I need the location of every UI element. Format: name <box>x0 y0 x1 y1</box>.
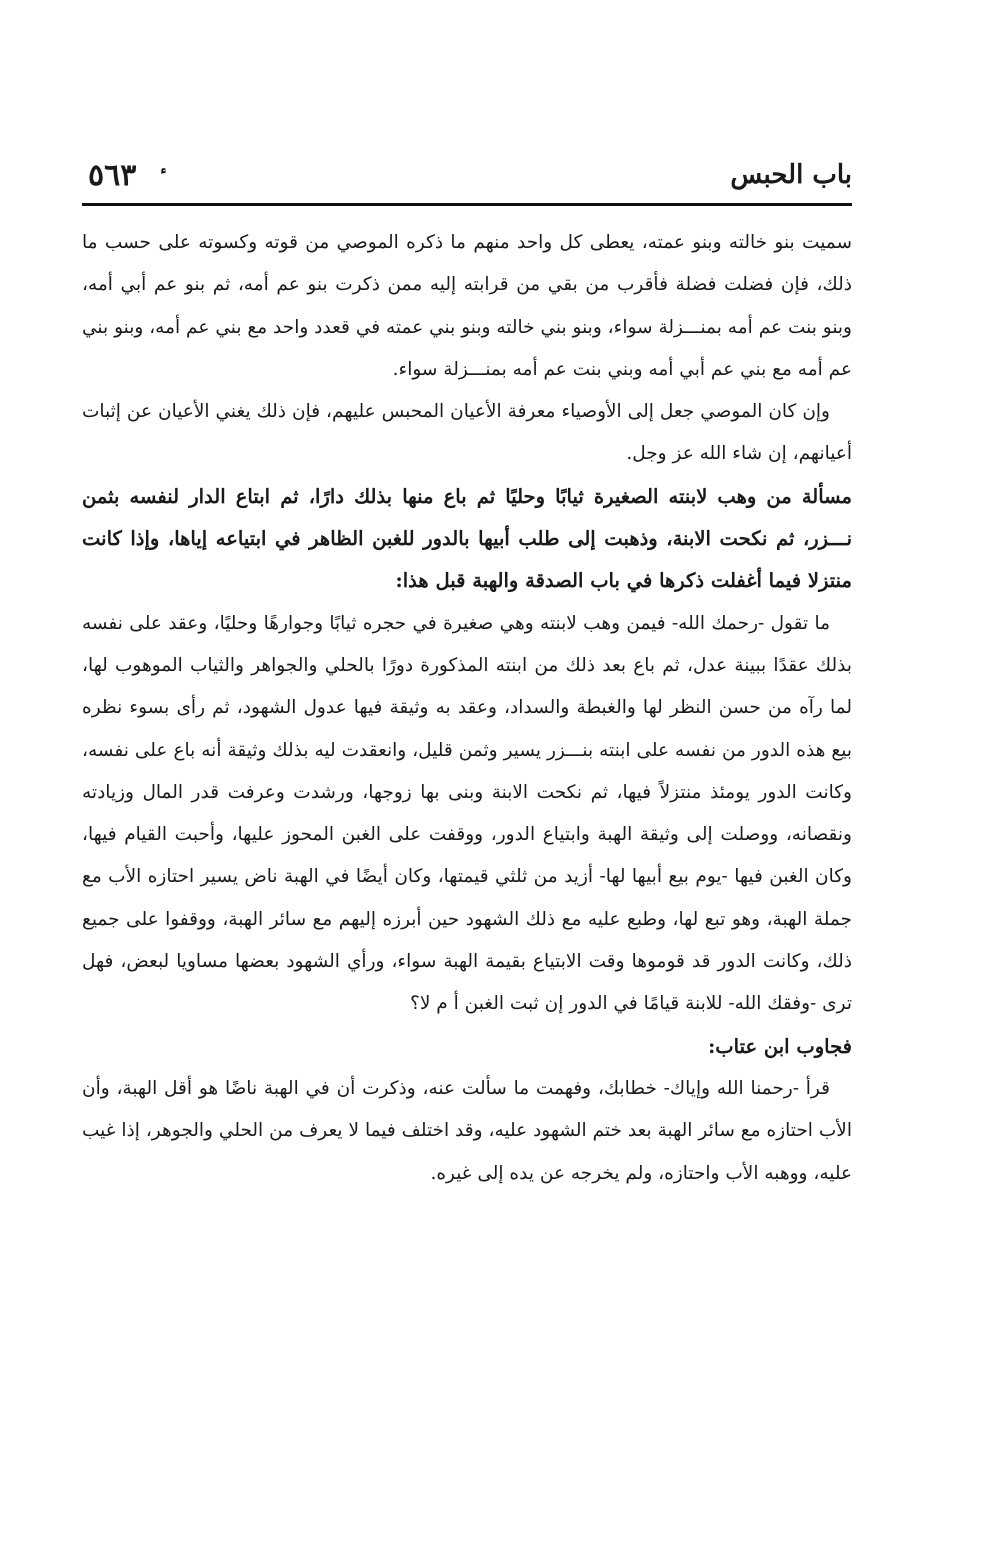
answer-paragraph: قرأ -رحمنا الله وإياك- خطابك، وفهمت ما سألت عنه، وذكرت أن في الهبة ناضًا هو أقل الهبة، وأن الأب احتازه مع سائر الهبة بعد ختم الشهود عليه، وقد اختلف فيما لا يعرف من الحلي والجوهر، إذا غيب عليه، ووهبه الأب واحتازه، ولم يخرجه عن يده إلى غيره. <box>82 1077 852 1184</box>
running-title: باب الحبس <box>730 160 852 190</box>
question-paragraph: ما تقول -رحمك الله- فيمن وهب لابنته وهي صغيرة في حجره ثيابًا وجوارهًا وحليًا، وعقد على نفسه بذلك عقدًا ببينة عدل، ثم باع بعد ذلك من ابنته المذكورة دورًا بالحلي والجواهر والثياب الموهوب لها، لما رآه من حسن النظر لها والغبطة والسداد، وعقد به وثيقة فيها عدول الشهود، ثم رأى بسوء نظره بيع هذه الدور من نفسه على ابنته بنـــزر يسير وثمن قليل، وانعقدت ليه بذلك وثيقة أنه باع على نفسه، وكانت الدور يومئذ منتزلاً فيها، ثم نكحت الابنة وبنى بها زوجها، ورشدت وعرفت قدر المال وزيادته ونقصانه، ووصلت إلى وثيقة الهبة وابتياع الدور، ووقفت على الغبن المحوز عليها، وأحبت القيام فيها، وكان الغبن فيها -يوم بيع أبيها لها- أزيد من ثلثي قيمتها، وكان أيضًا في الهبة ناض يسير احتازه الأب مع جملة الهبة، وهو تبع لها، وطبع عليه مع ذلك الشهود حين أبرزه إليهم مع سائر الهبة، ووقفوا على جميع ذلك، وكانت الدور قد قوموها وقت الابتياع بقيمة الهبة سواء، ورأي الشهود بعضها مساويا لبعض، فهل ترى -وفقك الله- للابنة قيامًا في الدور إن ثبت الغبن أ م لا؟ <box>82 612 852 1015</box>
paragraph-continuation: سميت بنو خالته وبنو عمته، يعطى كل واحد منهم ما ذكره الموصي من قوته وكسوته على حسب ما ذلك، فإن فضلت فضلة فأقرب من بقي من قرابته إليه ممن ذكرت بنو عم أمه، ثم بنو عم أبي أمه، وبنو بنت عم أمه بمنـــزلة سواء، وبنو بني خالته وبنو بني عمته في قعدد واحد مع بني عم أمه، وبنو بني عم أمه مع بني عم أبي أمه وبني بنت عم أمه بمنـــزلة سواء. <box>82 232 852 380</box>
answer-heading: فجاوب ابن عتاب: <box>708 1034 852 1058</box>
issue-heading: مسألة من وهب لابنته الصغيرة ثيابًا وحليًا ثم باع منها بذلك دارًا، ثم ابتاع الدار لنفسه بثمن نـــزر، ثم نكحت الابنة، وذهبت إلى طلب أبيها بالدور للغبن الظاهر في ابتياعه إياها، وإذا كانت منتزلا فيما أغفلت ذكرها في باب الصدقة والهبة قبل هذا: <box>82 484 852 593</box>
header-rule <box>82 203 852 206</box>
paragraph-awsiya: وإن كان الموصي جعل إلى الأوصياء معرفة الأعيان المحبس عليهم، فإن ذلك يغني الأعيان عن إثبات أعيانهم، إن شاء الله عز وجل. <box>82 401 852 465</box>
page-header <box>82 158 852 200</box>
page-body <box>82 222 852 1195</box>
page-number: ٥٦٣ <box>88 158 137 193</box>
